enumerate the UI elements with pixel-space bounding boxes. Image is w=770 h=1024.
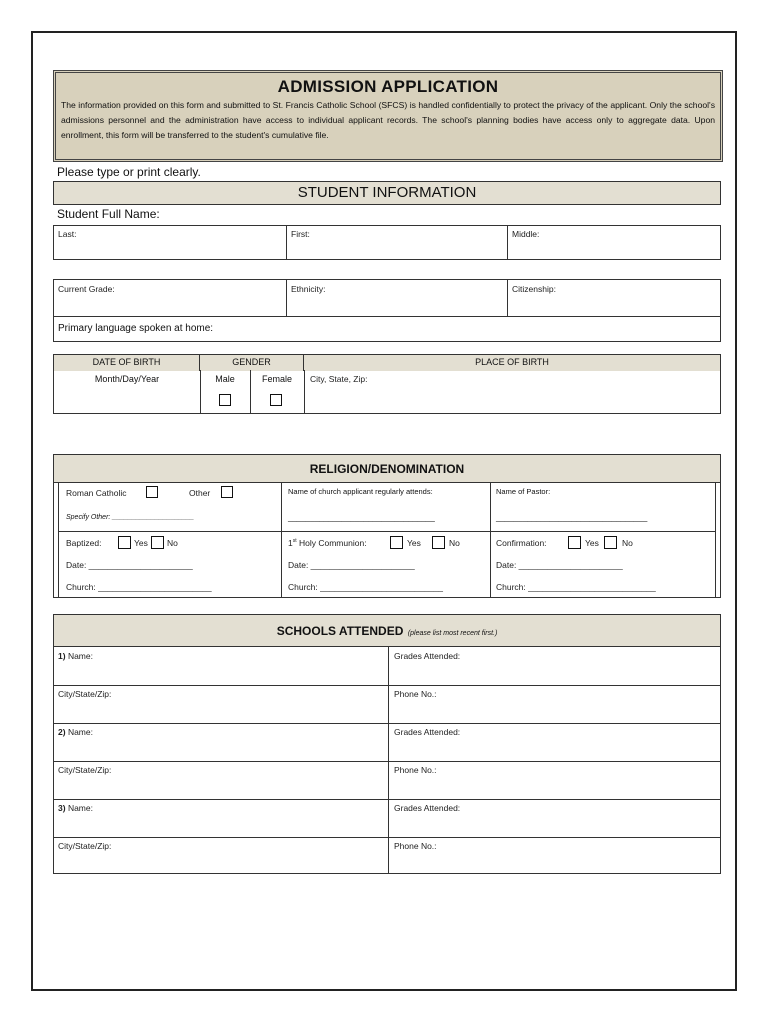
communion-yes-label: Yes — [407, 538, 421, 548]
specify-other-field[interactable]: Specify Other: _____________________ — [66, 514, 195, 521]
school-1-city-field[interactable]: City/State/Zip: — [58, 689, 112, 699]
female-label: Female — [261, 374, 292, 384]
other-checkbox[interactable] — [221, 486, 233, 498]
male-label: Male — [215, 374, 235, 384]
grade-row — [53, 279, 721, 317]
baptized-no-label: No — [167, 538, 178, 548]
student-info-header: STUDENT INFORMATION — [53, 181, 721, 205]
other-label: Other — [189, 488, 211, 498]
confirmation-church-field[interactable]: Church: ___________________________ — [496, 582, 656, 592]
baptized-yes-label: Yes — [134, 538, 148, 548]
male-checkbox[interactable] — [219, 394, 231, 406]
baptism-church-field[interactable]: Church: ________________________ — [66, 582, 212, 592]
form-title: ADMISSION APPLICATION — [277, 77, 499, 96]
roman-catholic-label: Roman Catholic — [66, 488, 127, 498]
pastor-label: Name of Pastor: — [496, 487, 551, 496]
communion-no-label: No — [449, 538, 460, 548]
school-2-name-field[interactable]: 2) Name: — [58, 727, 93, 737]
ethnicity-field[interactable]: Ethnicity: — [287, 280, 508, 316]
school-1-name-field[interactable]: 1) Name: — [58, 651, 93, 661]
baptized-yes-checkbox[interactable] — [118, 536, 131, 549]
communion-church-field[interactable]: Church: __________________________ — [288, 582, 444, 592]
pastor-field[interactable]: __________________________________ — [496, 513, 648, 522]
place-of-birth-field[interactable]: City, State, Zip: — [310, 374, 368, 384]
school-3-name-field[interactable]: 3) Name: — [58, 803, 93, 813]
gender-header: GENDER — [200, 355, 304, 371]
baptized-label: Baptized: — [66, 538, 102, 548]
citizenship-field[interactable]: Citizenship: — [512, 284, 556, 294]
school-1-phone-field[interactable]: Phone No.: — [394, 689, 437, 699]
communion-yes-checkbox[interactable] — [390, 536, 403, 549]
school-3-grades-field[interactable]: Grades Attended: — [394, 803, 461, 813]
communion-date-field[interactable]: Date: ______________________ — [288, 560, 415, 570]
school-2-phone-field[interactable]: Phone No.: — [394, 765, 437, 775]
school-3-city-field[interactable]: City/State/Zip: — [58, 841, 112, 851]
communion-label: 1st Holy Communion: — [288, 538, 367, 548]
first-name-field[interactable]: First: — [287, 226, 508, 259]
privacy-notice: The information provided on this form and submitted to St. Francis Catholic School (SFCS) is handled confidentially to protect the privacy of the applicant. Only the school's admissions personnel and the administration have access to individual applicant records. The school's planning bodies have access only to aggregate data. Upon enrollment, this form will be transferred to the student's cumulative file. — [61, 100, 715, 140]
school-1-grades-field[interactable]: Grades Attended: — [394, 651, 461, 661]
female-checkbox[interactable] — [270, 394, 282, 406]
confirmation-date-field[interactable]: Date: ______________________ — [496, 560, 623, 570]
confirmation-label: Confirmation: — [496, 538, 547, 548]
church-attends-label: Name of church applicant regularly attends: — [288, 487, 433, 496]
last-name-field[interactable]: Last: — [54, 226, 287, 259]
name-row — [53, 225, 721, 260]
instruction-text: Please type or print clearly. — [57, 165, 201, 179]
confirmation-yes-checkbox[interactable] — [568, 536, 581, 549]
school-2-city-field[interactable]: City/State/Zip: — [58, 765, 112, 775]
full-name-label: Student Full Name: — [57, 207, 160, 221]
schools-table — [53, 646, 721, 874]
school-2-grades-field[interactable]: Grades Attended: — [394, 727, 461, 737]
middle-name-field[interactable]: Middle: — [512, 229, 540, 239]
dob-header: DATE OF BIRTH — [54, 355, 200, 371]
roman-catholic-checkbox[interactable] — [146, 486, 158, 498]
baptized-no-checkbox[interactable] — [151, 536, 164, 549]
confirmation-no-label: No — [622, 538, 633, 548]
current-grade-field[interactable]: Current Grade: — [54, 280, 287, 316]
header-box — [53, 70, 723, 162]
form-page — [31, 31, 737, 991]
baptism-date-field[interactable]: Date: ______________________ — [66, 560, 193, 570]
confirmation-no-checkbox[interactable] — [604, 536, 617, 549]
schools-header: SCHOOLS ATTENDED (please list most recent first.) — [53, 614, 721, 646]
dob-format: Month/Day/Year — [94, 374, 160, 384]
communion-no-checkbox[interactable] — [432, 536, 445, 549]
birth-table — [53, 354, 721, 414]
primary-language-field[interactable]: Primary language spoken at home: — [53, 317, 721, 342]
school-3-phone-field[interactable]: Phone No.: — [394, 841, 437, 851]
church-attends-field[interactable]: _________________________________ — [288, 513, 435, 522]
religion-header: RELIGION/DENOMINATION — [53, 454, 721, 482]
place-header: PLACE OF BIRTH — [304, 355, 720, 371]
confirmation-yes-label: Yes — [585, 538, 599, 548]
religion-table — [53, 482, 721, 598]
